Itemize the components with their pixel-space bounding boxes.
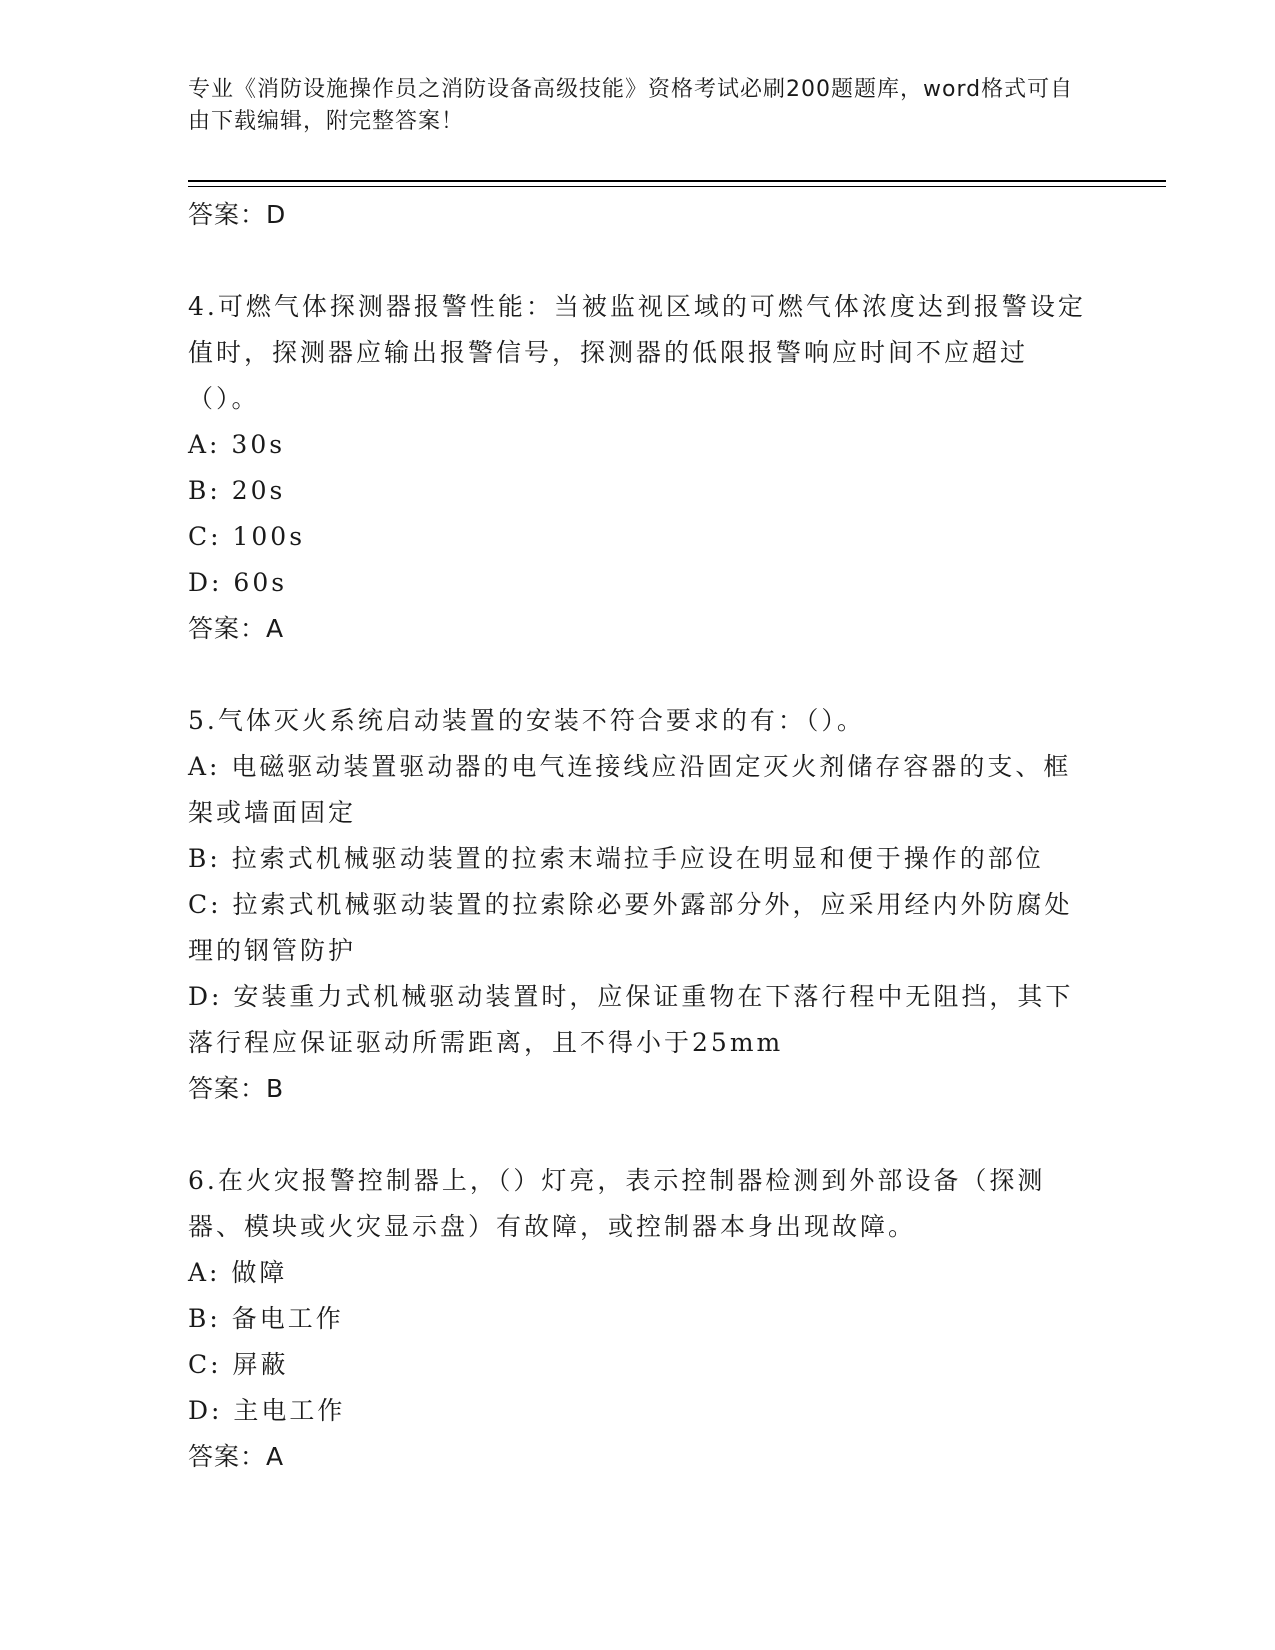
header-rule-thick <box>188 180 1166 182</box>
question-stem: 5.气体灭火系统启动装置的安装不符合要求的有：（）。 <box>188 706 865 735</box>
answer-line: 答案：A <box>188 1442 285 1471</box>
option-c: C: 屏蔽 <box>188 1350 289 1379</box>
option-c: C: 拉索式机械驱动装置的拉索除必要外露部分外，应采用经内外防腐处理的钢管防护 <box>188 890 1073 965</box>
option-d: D: 主电工作 <box>188 1396 346 1425</box>
header-rule-thin <box>188 186 1166 187</box>
question-block <box>188 698 1088 1112</box>
answer-line: 答案：D <box>188 200 287 229</box>
question-block <box>188 1158 1088 1480</box>
answer-line: 答案：B <box>188 1074 285 1103</box>
option-a: A: 30s <box>188 430 286 459</box>
option-b: B: 备电工作 <box>188 1304 344 1333</box>
document-header: 专业《消防设施操作员之消防设备高级技能》资格考试必刷200题题库，word格式可自由下载编辑，附完整答案！ <box>188 77 1074 134</box>
option-a: A: 做障 <box>188 1258 288 1287</box>
option-b: B: 20s <box>188 476 286 505</box>
answer-line: 答案：A <box>188 614 285 643</box>
question-block <box>188 284 1088 652</box>
question-stem: 4.可燃气体探测器报警性能：当被监视区域的可燃气体浓度达到报警设定值时，探测器应输出报警信号，探测器的低限报警响应时间不应超过（）。 <box>188 292 1086 413</box>
question-stem: 6.在火灾报警控制器上，（）灯亮，表示控制器检测到外部设备（探测器、模块或火灾显示盘）有故障，或控制器本身出现故障。 <box>188 1166 1046 1241</box>
option-b: B: 拉索式机械驱动装置的拉索末端拉手应设在明显和便于操作的部位 <box>188 844 1044 873</box>
option-c: C: 100s <box>188 522 306 551</box>
option-d: D: 安装重力式机械驱动装置时，应保证重物在下落行程中无阻挡，其下落行程应保证驱动所需距离，且不得小于25mm <box>188 982 1074 1057</box>
document-body <box>188 192 1088 1480</box>
option-a: A: 电磁驱动装置驱动器的电气连接线应沿固定灭火剂储存容器的支、框架或墙面固定 <box>188 752 1072 827</box>
option-d: D: 60s <box>188 568 288 597</box>
